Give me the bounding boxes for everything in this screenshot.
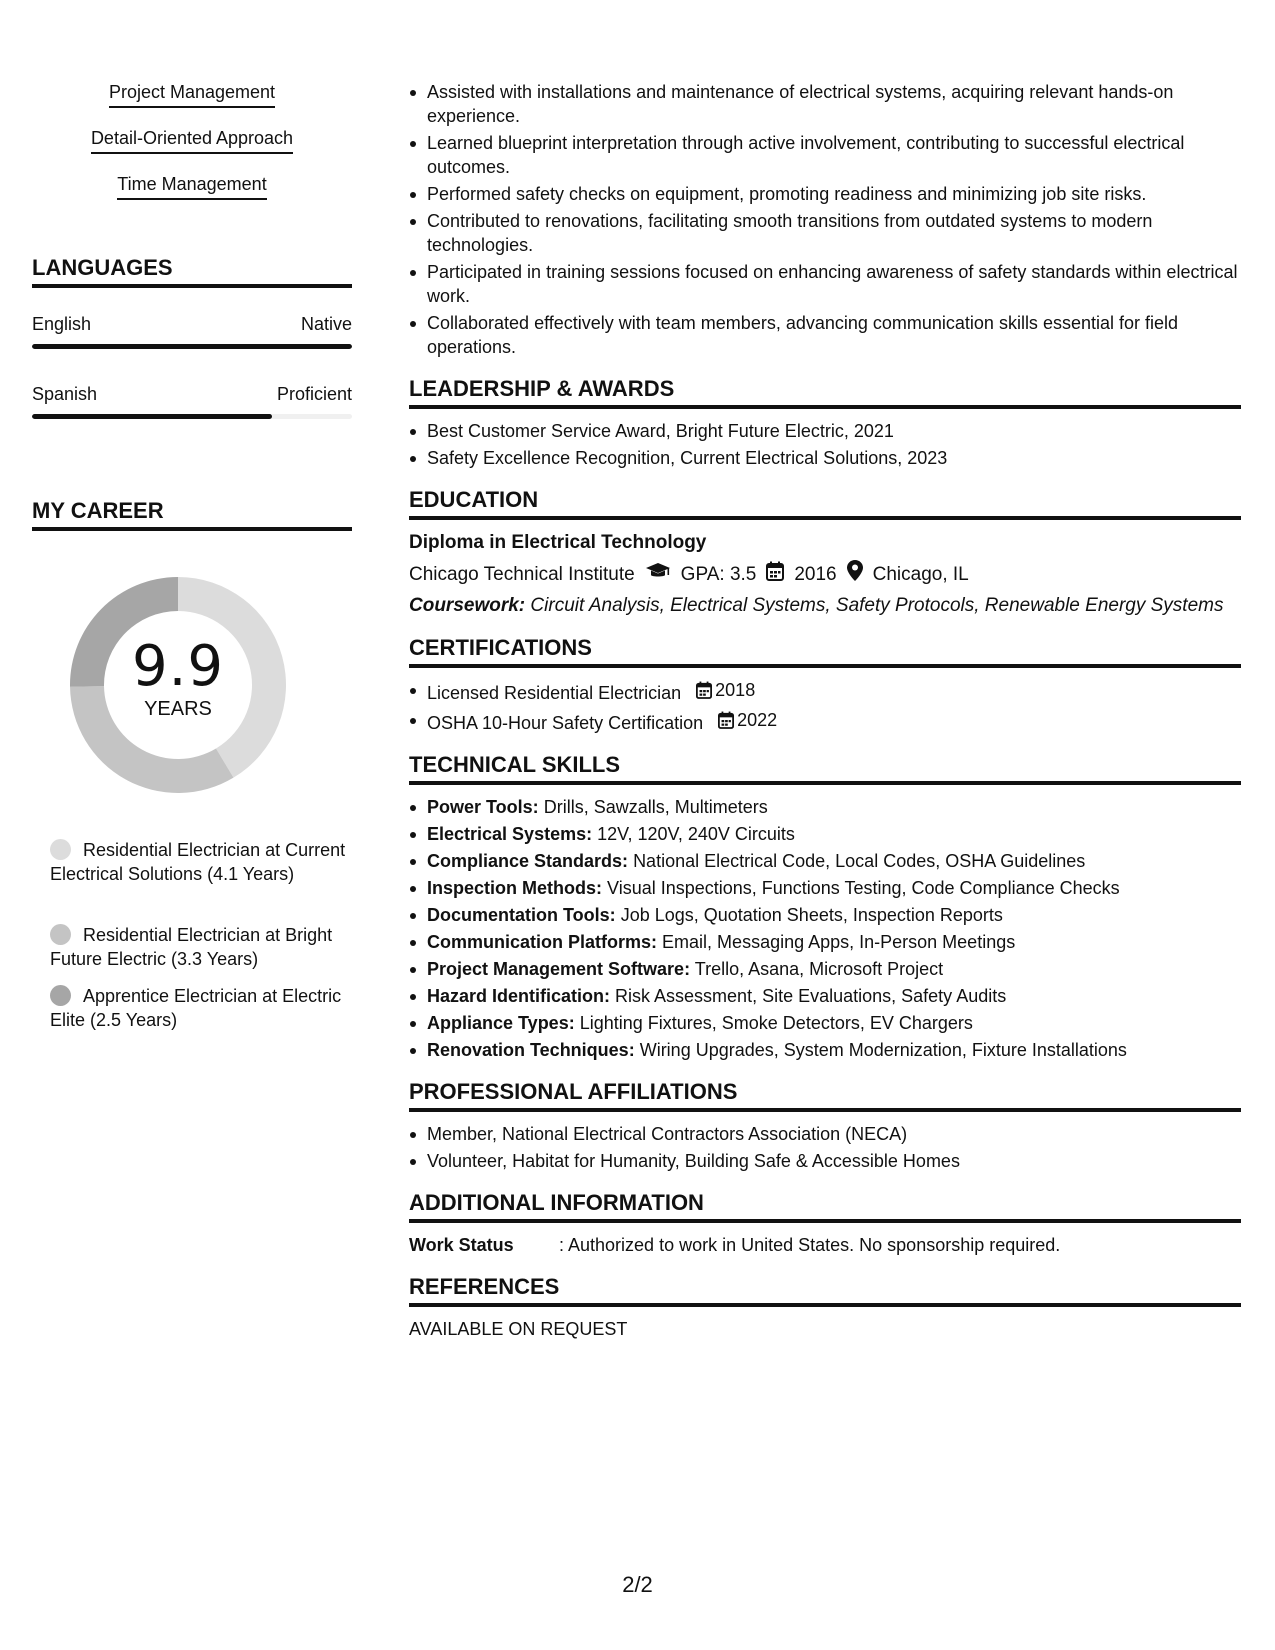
calendar-icon [696, 681, 712, 699]
skill-category: Documentation Tools: [427, 905, 616, 925]
skill-category: Renovation Techniques: [427, 1040, 635, 1060]
language-name: Spanish [32, 384, 98, 404]
skill-category: Compliance Standards: [427, 851, 629, 871]
affiliations-section [409, 1078, 1241, 1173]
certification-year: 2018 [715, 680, 756, 700]
location-pin-icon [847, 560, 863, 589]
skill-values: Risk Assessment, Site Evaluations, Safety Audits [615, 986, 1007, 1006]
technical-skills-section [409, 751, 1241, 1062]
certification-year: 2022 [737, 710, 778, 730]
degree-title: Diploma in Electrical Technology [409, 532, 707, 553]
list-item [409, 957, 1241, 981]
career-donut-chart [66, 573, 290, 797]
legend-dot-icon [50, 839, 71, 860]
page-number: 2/2 [622, 1572, 653, 1597]
skill-values: Drills, Sawzalls, Multimeters [543, 797, 768, 817]
school-name: Chicago Technical Institute [409, 563, 635, 585]
list-item: Member, National Electrical Contractors Association (NECA) [409, 1122, 1241, 1146]
section-heading: LEADERSHIP & AWARDS [409, 375, 1241, 409]
list-item [409, 795, 1241, 819]
skill-tag: Time Management [117, 172, 266, 200]
calendar-icon [718, 711, 734, 729]
section-heading: ADDITIONAL INFORMATION [409, 1189, 1241, 1223]
list-item: Collaborated effectively with team members, advancing communication skills essential for field operations. [409, 311, 1241, 359]
skill-category: Electrical Systems: [427, 824, 593, 844]
career-legend-item [50, 923, 350, 971]
list-item: Safety Excellence Recognition, Current Electrical Solutions, 2023 [409, 446, 1241, 470]
coursework-list: Circuit Analysis, Electrical Systems, Safety Protocols, Renewable Energy Systems [530, 595, 1224, 616]
sidebar [32, 80, 352, 1030]
legend-dot-icon [50, 924, 71, 945]
certification-name: Licensed Residential Electrician [427, 683, 682, 703]
graduation-year: 2016 [794, 563, 837, 585]
education-section [409, 486, 1241, 618]
list-item: Participated in training sessions focused on enhancing awareness of safety standards within electrical work. [409, 260, 1241, 308]
skill-values: National Electrical Code, Local Codes, OSHA Guidelines [633, 851, 1086, 871]
skill-values: Wiring Upgrades, System Modernization, Fixture Installations [639, 1040, 1127, 1060]
language-proficiency-bar [32, 414, 352, 419]
career-total-value: 9.9 [131, 634, 225, 699]
education-location: Chicago, IL [872, 563, 969, 585]
gpa: GPA: 3.5 [680, 563, 757, 585]
skill-category: Project Management Software: [427, 959, 691, 979]
list-item: Contributed to renovations, facilitating smooth transitions from outdated systems to modern technologies. [409, 209, 1241, 257]
list-item: Assisted with installations and maintenance of electrical systems, acquiring relevant hands-on experience. [409, 80, 1241, 128]
skill-values: Job Logs, Quotation Sheets, Inspection Reports [620, 905, 1003, 925]
list-item [409, 1038, 1241, 1062]
language-proficiency-fill [32, 344, 352, 349]
work-status-row [409, 1233, 1241, 1257]
skill-tags [32, 80, 352, 218]
work-status-label: Work Status [409, 1235, 514, 1255]
career-legend-text: Residential Electrician at Current Electrical Solutions (4.1 Years) [50, 840, 346, 884]
language-proficiency-bar [32, 344, 352, 349]
languages-heading: LANGUAGES [32, 254, 352, 288]
language-item [32, 312, 352, 349]
list-item [409, 930, 1241, 954]
language-level: Proficient [276, 384, 352, 404]
career-legend-item [50, 984, 350, 1032]
skill-category: Inspection Methods: [427, 878, 602, 898]
career-heading: MY CAREER [32, 497, 352, 531]
skill-category: Appliance Types: [427, 1013, 575, 1033]
language-item [32, 382, 352, 419]
section-heading: CERTIFICATIONS [409, 634, 1241, 668]
calendar-icon [766, 561, 784, 589]
references-section [409, 1273, 1241, 1341]
education-meta [409, 560, 1241, 589]
skill-values: Lighting Fixtures, Smoke Detectors, EV Chargers [579, 1013, 973, 1033]
list-item [409, 984, 1241, 1008]
skill-category: Communication Platforms: [427, 932, 658, 952]
legend-dot-icon [50, 985, 71, 1006]
career-legend-text: Apprentice Electrician at Electric Elite (2.5 Years) [50, 986, 342, 1030]
list-item [409, 876, 1241, 900]
certifications-section [409, 634, 1241, 735]
list-item [409, 903, 1241, 927]
section-heading: EDUCATION [409, 486, 1241, 520]
section-heading: PROFESSIONAL AFFILIATIONS [409, 1078, 1241, 1112]
list-item: Volunteer, Habitat for Humanity, Building Safe & Accessible Homes [409, 1149, 1241, 1173]
skill-category: Hazard Identification: [427, 986, 611, 1006]
coursework [409, 593, 1241, 618]
coursework-label: Coursework: [409, 595, 526, 616]
certification-name: OSHA 10-Hour Safety Certification [427, 713, 704, 733]
leadership-section [409, 375, 1241, 470]
list-item [409, 708, 1241, 735]
list-item [409, 678, 1241, 705]
main-content [409, 80, 1241, 1341]
graduation-cap-icon [645, 562, 671, 588]
language-name: English [32, 314, 92, 334]
references-text: AVAILABLE ON REQUEST [409, 1319, 628, 1339]
list-item [409, 849, 1241, 873]
list-item: Best Customer Service Award, Bright Future Electric, 2021 [409, 419, 1241, 443]
experience-bullets [409, 80, 1241, 359]
section-heading: TECHNICAL SKILLS [409, 751, 1241, 785]
list-item: Learned blueprint interpretation through active involvement, contributing to successful electrical outcomes. [409, 131, 1241, 179]
list-item [409, 1011, 1241, 1035]
section-heading: REFERENCES [409, 1273, 1241, 1307]
skill-values: Email, Messaging Apps, In-Person Meetings [662, 932, 1016, 952]
skill-tag: Detail-Oriented Approach [91, 126, 293, 154]
language-proficiency-fill [32, 414, 272, 419]
skill-values: Trello, Asana, Microsoft Project [694, 959, 944, 979]
skill-values: 12V, 120V, 240V Circuits [597, 824, 795, 844]
additional-info-section [409, 1189, 1241, 1257]
list-item: Performed safety checks on equipment, promoting readiness and minimizing job site risks. [409, 182, 1241, 206]
skill-values: Visual Inspections, Functions Testing, Code Compliance Checks [607, 878, 1120, 898]
skill-category: Power Tools: [427, 797, 539, 817]
list-item [409, 822, 1241, 846]
language-level: Native [300, 314, 352, 334]
career-total-unit: YEARS [144, 698, 212, 720]
skill-tag: Project Management [109, 80, 275, 108]
career-legend-item [50, 838, 350, 886]
career-legend-text: Residential Electrician at Bright Future Electric (3.3 Years) [50, 925, 333, 969]
career-total [66, 573, 290, 797]
work-status-value: : Authorized to work in United States. No sponsorship required. [559, 1235, 1061, 1255]
